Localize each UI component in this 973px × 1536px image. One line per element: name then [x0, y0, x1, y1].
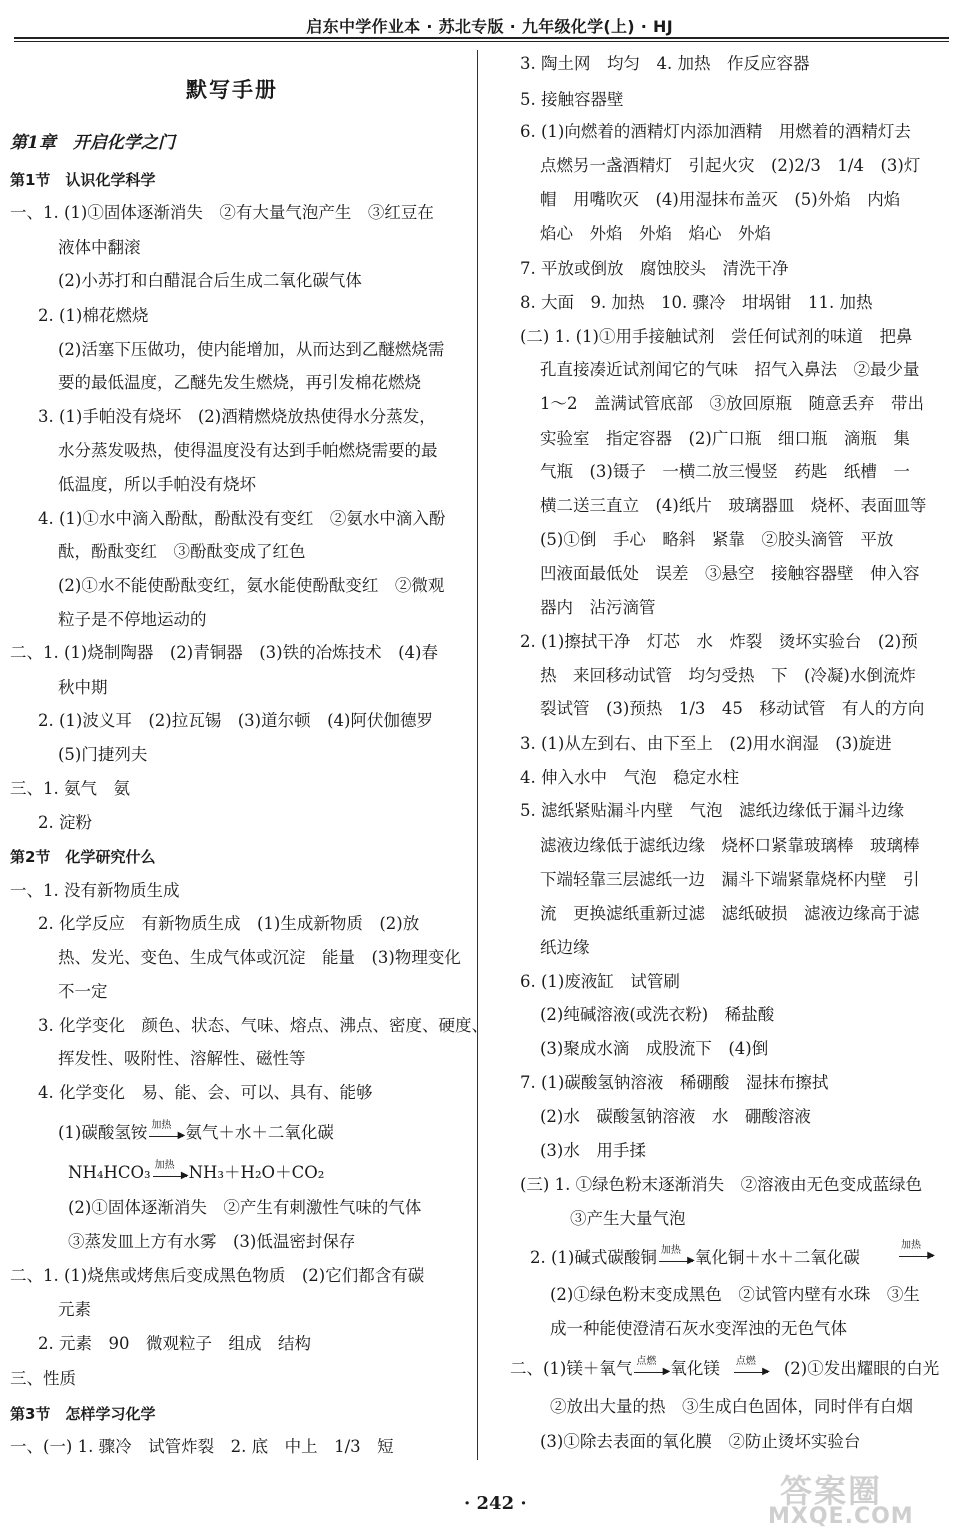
watermark-logo	[760, 1466, 966, 1528]
arrow-label: 加热	[151, 1119, 172, 1131]
answer-line: 裂试管 (3)预热 1/3 45 移动试管 有人的方向	[540, 699, 925, 718]
answer-line: 2. (1)擦拭干净 灯芯 水 炸裂 烫坏实验台 (2)预	[520, 632, 918, 651]
answer-line: 5. 滤纸紧贴漏斗内壁 气泡 滤纸边缘低于漏斗边缘	[520, 801, 904, 820]
reactant-text: 2. (1)碱式碳酸铜	[530, 1248, 657, 1267]
answer-line: 水分蒸发吸热，使得温度没有达到手帕燃烧需要的最	[58, 441, 438, 460]
answer-line: 酞，酚酞变红 ③酚酞变成了红色	[58, 542, 306, 561]
answer-line: 凹液面最低处 误差 ③悬空 接触容器壁 伸入容	[540, 564, 920, 583]
answer-line: 一、1. 没有新物质生成	[10, 881, 180, 900]
answer-line: 2. (1)棉花燃烧	[38, 306, 149, 325]
reaction-arrow: 加热 ▶	[151, 1119, 186, 1141]
answer-line: 2. 元素 90 微观粒子 组成 结构	[38, 1334, 311, 1353]
product-formula: NH₃＋H₂O＋CO₂	[188, 1163, 325, 1182]
product-text: 氧化铜＋水＋二氧化碳	[694, 1248, 860, 1267]
answer-line: 流 更换滤纸重新过滤 滤纸破损 滤液边缘高于滤	[540, 904, 920, 923]
answer-line: 4. (1)①水中滴入酚酞，酚酞没有变红 ②氨水中滴入酚	[38, 509, 446, 528]
watermark-bottom: MXQE.COM	[768, 1504, 914, 1529]
answer-line: 要的最低温度，乙醚先发生燃烧，再引发棉花燃烧	[58, 373, 421, 392]
answer-line: (3)水 用手揉	[540, 1141, 646, 1160]
page-number: · 242 ·	[464, 1493, 527, 1514]
answer-line: 下端轻靠三层滤纸一边 漏斗下端紧靠烧杯内壁 引	[540, 870, 920, 889]
answer-line: 不一定	[58, 982, 108, 1001]
answer-line: 二、1. (1)烧制陶器 (2)青铜器 (3)铁的冶炼技术 (4)春	[10, 643, 438, 662]
header-rule-thin	[14, 41, 949, 42]
arrow-shape: 加热 ▶	[901, 1239, 935, 1261]
answer-line: 滤液边缘低于滤纸边缘 烧杯口紧靠玻璃棒 玻璃棒	[540, 836, 920, 855]
answer-line: 4. 伸入水中 气泡 稳定水柱	[520, 768, 739, 787]
answer-line: 气瓶 (3)镊子 一横二放三慢竖 药匙 纸槽 一	[540, 462, 910, 481]
equation-word	[530, 1244, 860, 1269]
reaction-arrow: 点燃 ▶	[636, 1355, 671, 1377]
column-divider	[477, 50, 478, 1460]
answer-line: (二) 1. (1)①用手接触试剂 尝任何试剂的味道 把鼻	[520, 327, 913, 346]
section-heading: 第3节 怎样学习化学	[10, 1405, 156, 1423]
answer-line: 低温度，所以手帕没有烧坏	[58, 475, 256, 494]
answer-line: (5)门捷列夫	[58, 745, 148, 764]
answer-line: 1～2 盖满试管底部 ③放回原瓶 随意丢弃 带出	[540, 394, 924, 413]
answer-line: (2)纯碱溶液(或洗衣粉) 稀盐酸	[540, 1005, 775, 1024]
answer-line: 孔直接凑近试剂闻它的气味 招气入鼻法 ②最少量	[540, 360, 920, 379]
section-heading: 第1节 认识化学科学	[10, 171, 156, 189]
answer-line: (2)①绿色粉末变成黑色 ②试管内壁有水珠 ③生	[550, 1285, 920, 1304]
answer-line: 3. 陶土网 均匀 4. 加热 作反应容器	[520, 54, 810, 73]
page-header	[0, 10, 973, 36]
reactant-text: (1)碳酸氢铵	[58, 1123, 148, 1142]
answer-line: 点燃另一盏酒精灯 引起火灾 (2)2/3 1/4 (3)灯	[540, 156, 921, 175]
answer-line: 横二送三直立 (4)纸片 玻璃器皿 烧杯、表面皿等	[540, 496, 927, 515]
answer-line: (2)小苏打和白醋混合后生成二氧化碳气体	[58, 271, 362, 290]
answer-line: (三) 1. ①绿色粉末逐渐消失 ②溶液由无色变成蓝绿色	[520, 1175, 923, 1194]
chapter-heading: 第1章 开启化学之门	[10, 133, 175, 153]
answer-line: 成一种能使澄清石灰水变浑浊的无色气体	[550, 1319, 847, 1338]
arrow-label: 点燃	[636, 1355, 657, 1367]
arrow-label: 点燃	[735, 1355, 756, 1367]
section-heading: 第2节 化学研究什么	[10, 848, 156, 866]
answer-line: 6. (1)废液缸 试管刷	[520, 972, 680, 991]
arrow-label: 加热	[154, 1159, 175, 1171]
answer-line: 焰心 外焰 外焰 焰心 外焰	[540, 224, 771, 243]
page-title: 默写手册	[186, 77, 278, 102]
reaction-arrow	[897, 1239, 935, 1261]
header-rule	[14, 37, 949, 39]
answer-line: ②放出大量的热 ③生成白色固体，同时伴有白烟	[550, 1397, 913, 1416]
answer-line: (5)①倒 手心 略斜 紧靠 ②胶头滴管 平放	[540, 530, 894, 549]
answer-line: ③产生大量气泡	[570, 1209, 686, 1228]
reaction-arrow: 加热 ▶	[660, 1244, 695, 1266]
answer-line: 帽 用嘴吹灭 (4)用湿抹布盖灭 (5)外焰 内焰	[540, 190, 901, 209]
answer-line: 粒子是不停地运动的	[58, 610, 207, 629]
header-text: 启东中学作业本 · 苏北专版 · 九年级化学(上) · HJ	[306, 17, 673, 36]
answer-line: 三、1. 氨气 氨	[10, 779, 130, 798]
answer-line: 纸边缘	[540, 938, 590, 957]
answer-line: 一、(一) 1. 骤冷 试管炸裂 2. 底 中上 1/3 短	[10, 1437, 394, 1456]
answer-line: 4. 化学变化 易、能、会、可以、具有、能够	[38, 1083, 373, 1102]
answer-line: (2)①固体逐渐消失 ②产生有刺激性气味的气体	[68, 1198, 422, 1217]
equation-formula	[68, 1159, 325, 1184]
answer-line: 2. (1)波义耳 (2)拉瓦锡 (3)道尔顿 (4)阿伏伽德罗	[38, 711, 433, 730]
answer-line: ③蒸发皿上方有水雾 (3)低温密封保存	[68, 1232, 356, 1251]
answer-line: (3)①除去表面的氧化膜 ②防止烫坏实验台	[540, 1432, 861, 1451]
reaction-arrow: 点燃 ▶	[735, 1355, 770, 1377]
reactant-formula: NH₄HCO₃	[68, 1163, 151, 1182]
observation-text: (2)①发出耀眼的白光	[783, 1359, 940, 1378]
answer-line: (3)聚成水滴 成股流下 (4)倒	[540, 1039, 769, 1058]
answer-line: 器内 沾污滴管	[540, 598, 656, 617]
answer-line: 2. 淀粉	[38, 813, 92, 832]
answer-line: 6. (1)向燃着的酒精灯内添加酒精 用燃着的酒精灯去	[520, 122, 911, 141]
product-text: 氧化镁	[670, 1359, 720, 1378]
answer-line: 挥发性、吸附性、溶解性、磁性等	[58, 1049, 306, 1068]
answer-line: 一、1. (1)①固体逐渐消失 ②有大量气泡产生 ③红豆在	[10, 203, 434, 222]
answer-line: 实验室 指定容器 (2)广口瓶 细口瓶 滴瓶 集	[540, 429, 910, 448]
arrow-label: 加热	[660, 1244, 681, 1256]
reaction-arrow: 加热 ▶	[154, 1159, 189, 1181]
answer-line: 8. 大面 9. 加热 10. 骤冷 坩埚钳 11. 加热	[520, 293, 873, 312]
watermark-top: 答案圈	[780, 1472, 883, 1510]
answer-line: 3. (1)从左到右、由下至上 (2)用水润湿 (3)旋进	[520, 734, 892, 753]
answer-line: (2)①水不能使酚酞变红，氨水能使酚酞变红 ②微观	[58, 576, 445, 595]
answer-line: 液体中翻滚	[58, 238, 141, 257]
answer-line: 热、发光、变色、生成气体或沉淀 能量 (3)物理变化	[58, 948, 461, 967]
answer-line: 三、性质	[10, 1369, 76, 1388]
answer-line: 秋中期	[58, 678, 108, 697]
answer-line: 7. (1)碳酸氢钠溶液 稀硼酸 湿抹布擦拭	[520, 1073, 829, 1092]
answer-line: 7. 平放或倒放 腐蚀胶头 清洗干净	[520, 259, 789, 278]
answer-line: 3. 化学变化 颜色、状态、气味、熔点、沸点、密度、硬度、	[38, 1016, 488, 1035]
answer-line: (2)活塞下压做功，使内能增加，从而达到乙醚燃烧需	[58, 340, 445, 359]
answer-line: 热 来回移动试管 均匀受热 下 (冷凝)水倒流炸	[540, 666, 916, 685]
reactant-text: 二、(1)镁＋氧气	[510, 1359, 633, 1378]
answer-line: 2. 化学反应 有新物质生成 (1)生成新物质 (2)放	[38, 914, 420, 933]
answer-line: 元素	[58, 1300, 91, 1319]
arrow-label: 加热	[901, 1239, 921, 1251]
answer-line: 5. 接触容器壁	[520, 90, 624, 109]
answer-line: 二、1. (1)烧焦或烤焦后变成黑色物质 (2)它们都含有碳	[10, 1266, 425, 1285]
answer-line: (2)水 碳酸氢钠溶液 水 硼酸溶液	[540, 1107, 811, 1126]
product-text: 氨气＋水＋二氧化碳	[185, 1123, 334, 1142]
equation-word	[510, 1355, 940, 1380]
answer-line: 3. (1)手帕没有烧坏 (2)酒精燃烧放热使得水分蒸发，	[38, 407, 436, 426]
equation-word	[58, 1119, 334, 1144]
